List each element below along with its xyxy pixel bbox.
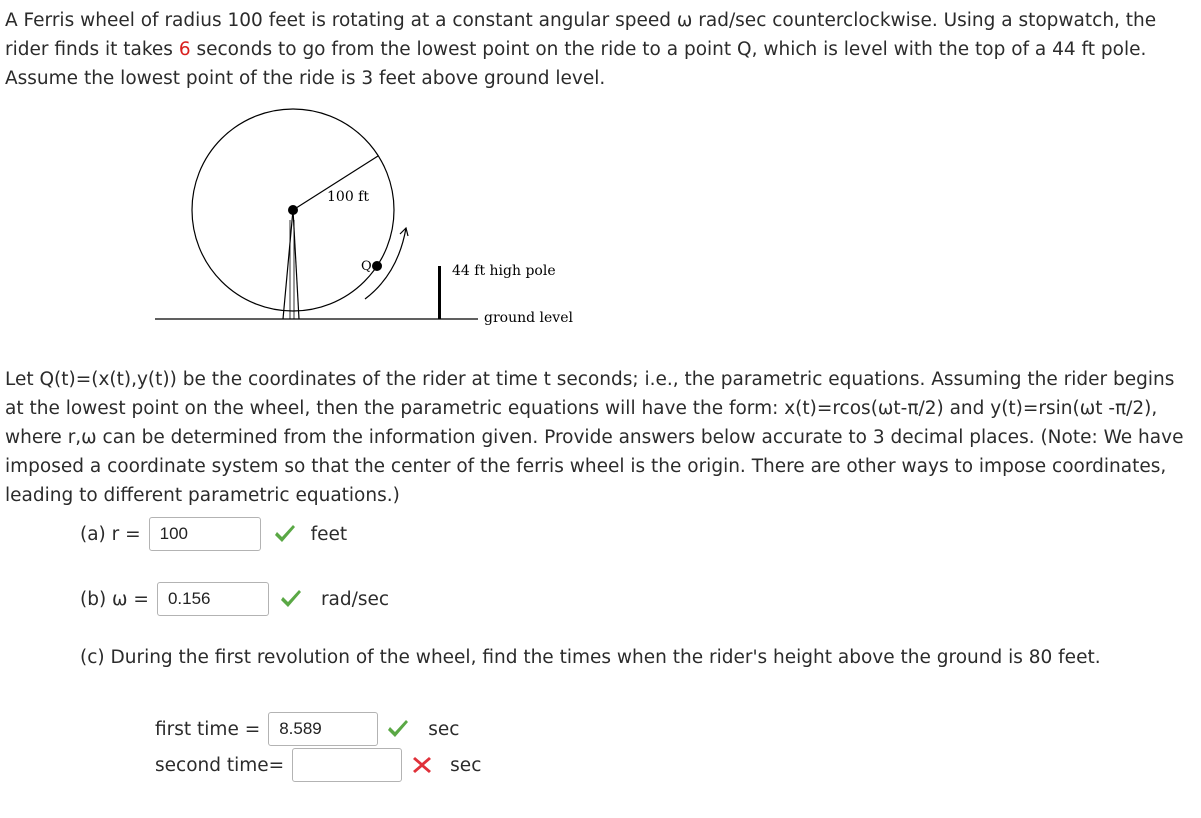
second-time-input[interactable]: [292, 748, 402, 782]
first-time-input[interactable]: 8.589: [268, 712, 378, 746]
intro-text-1: A Ferris wheel of radius 100 feet is rotating at a constant angular speed ω rad/sec counterclockwise. Using a stopwatch, the rider finds it takes: [5, 10, 1157, 60]
point-q: [372, 261, 382, 271]
part-b-label: (b) ω =: [80, 588, 149, 610]
first-time-row: [155, 712, 459, 746]
part-c-question: (c) During the first revolution of the wheel, find the times when the rider's height above the ground is 80 feet.: [80, 647, 1101, 668]
part-a-unit: feet: [310, 523, 348, 545]
check-icon: [273, 523, 297, 545]
cross-icon: [410, 754, 434, 776]
check-icon: [279, 588, 303, 610]
second-time-row: [155, 748, 481, 782]
part-a-row: [80, 517, 347, 551]
first-time-unit: sec: [428, 718, 460, 740]
description-text: Let Q(t)=(x(t),y(t)) be the coordinates of the rider at time t seconds; i.e., the parametric equations. Assuming the rider begins at the lowest point on the wheel, then the parametric equations will have the form: x(t)=rcos(ωt-π/2) and y(t)=rsin(ωt -π/2), where r,ω can be determined from the information given. Provide answers below accurate to 3 decimal places. (Note: We have imposed a coordinate system so that the center of the ferris wheel is the origin. There are other ways to impose coordinates, leading to different parametric equations.): [5, 369, 1184, 506]
pole: [438, 266, 441, 319]
ferris-wheel-figure: [0, 0, 1201, 340]
part-a-label: (a) r =: [80, 523, 141, 545]
intro-text-2: seconds to go from the lowest point on the ride to a point Q, which is level with the top of a 44 ft pole. Assume the lowest point of the ride is 3 feet above ground level.: [5, 39, 1147, 89]
second-time-label: second time=: [155, 754, 285, 776]
support-left: [283, 210, 293, 319]
seconds-highlight: 6: [178, 39, 191, 60]
omega-input[interactable]: 0.156: [157, 582, 269, 616]
check-icon: [386, 718, 410, 740]
pole-label: 44 ft high pole: [452, 263, 556, 279]
r-input[interactable]: 100: [149, 517, 261, 551]
part-b-row: [80, 582, 389, 616]
ground-label: ground level: [484, 310, 573, 326]
part-b-unit: rad/sec: [320, 588, 390, 610]
second-time-unit: sec: [450, 754, 482, 776]
first-time-label: first time =: [155, 718, 261, 740]
radius-label: 100 ft: [327, 189, 369, 205]
q-label: Q: [361, 259, 372, 274]
